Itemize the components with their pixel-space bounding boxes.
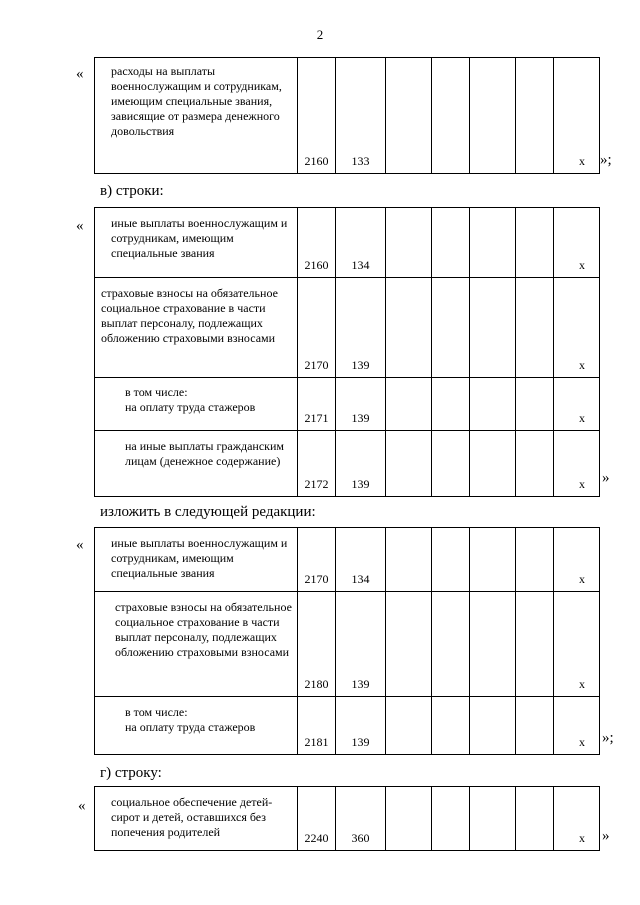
close-quote: » bbox=[602, 828, 610, 844]
row-description: в том числе: на оплату труда стажеров bbox=[95, 697, 298, 755]
row-kosgu: 139 bbox=[336, 697, 386, 755]
row-kosgu: 360 bbox=[336, 787, 386, 851]
open-quote: « bbox=[76, 66, 84, 82]
row-code: 2170 bbox=[298, 278, 336, 378]
row-kosgu: 139 bbox=[336, 278, 386, 378]
table-row bbox=[95, 592, 600, 697]
row-code: 2172 bbox=[298, 431, 336, 497]
row-description: на иные выплаты гражданским лицам (денежное содержание) bbox=[95, 431, 298, 497]
table-row bbox=[95, 378, 600, 431]
section-heading: в) строки: bbox=[100, 183, 164, 199]
row-mark: x bbox=[554, 787, 600, 851]
row-mark: x bbox=[554, 278, 600, 378]
row-mark: x bbox=[554, 58, 600, 174]
table-row bbox=[95, 278, 600, 378]
budget-table bbox=[94, 786, 600, 851]
row-description: страховые взносы на обязательное социальное страхование в части выплат персоналу, подлежащих обложению страховыми взносами bbox=[95, 278, 298, 378]
budget-table bbox=[94, 57, 600, 174]
row-kosgu: 134 bbox=[336, 208, 386, 278]
table-row bbox=[95, 431, 600, 497]
section-heading: изложить в следующей редакции: bbox=[100, 504, 316, 520]
row-description: в том числе: на оплату труда стажеров bbox=[95, 378, 298, 431]
table-row bbox=[95, 208, 600, 278]
row-mark: x bbox=[554, 378, 600, 431]
open-quote: « bbox=[76, 218, 84, 234]
row-description: страховые взносы на обязательное социальное страхование в части выплат персоналу, подлежащих обложению страховыми взносами bbox=[95, 592, 298, 697]
row-code: 2180 bbox=[298, 592, 336, 697]
budget-table bbox=[94, 527, 600, 755]
row-mark: x bbox=[554, 208, 600, 278]
open-quote: « bbox=[78, 798, 86, 814]
table-row bbox=[95, 58, 600, 174]
row-description: иные выплаты военнослужащим и сотрудникам, имеющим специальные звания bbox=[95, 208, 298, 278]
row-code: 2160 bbox=[298, 208, 336, 278]
section-heading: г) строку: bbox=[100, 765, 162, 781]
row-description: иные выплаты военнослужащим и сотрудникам, имеющим специальные звания bbox=[95, 528, 298, 592]
row-code: 2240 bbox=[298, 787, 336, 851]
row-mark: x bbox=[554, 528, 600, 592]
row-mark: x bbox=[554, 592, 600, 697]
close-quote: »; bbox=[602, 730, 614, 746]
table-row bbox=[95, 697, 600, 755]
budget-table bbox=[94, 207, 600, 497]
row-description: расходы на выплаты военнослужащим и сотрудникам, имеющим специальные звания, зависящие от размера денежного довольствия bbox=[95, 58, 298, 174]
row-kosgu: 139 bbox=[336, 378, 386, 431]
row-kosgu: 139 bbox=[336, 592, 386, 697]
row-code: 2170 bbox=[298, 528, 336, 592]
row-mark: x bbox=[554, 697, 600, 755]
page-number: 2 bbox=[316, 27, 324, 42]
row-code: 2160 bbox=[298, 58, 336, 174]
table-row bbox=[95, 787, 600, 851]
row-kosgu: 139 bbox=[336, 431, 386, 497]
row-kosgu: 133 bbox=[336, 58, 386, 174]
close-quote: »; bbox=[600, 152, 612, 168]
row-mark: x bbox=[554, 431, 600, 497]
row-description: социальное обеспечение детей-сирот и детей, оставшихся без попечения родителей bbox=[95, 787, 298, 851]
close-quote: » bbox=[602, 470, 610, 486]
row-kosgu: 134 bbox=[336, 528, 386, 592]
row-code: 2181 bbox=[298, 697, 336, 755]
row-code: 2171 bbox=[298, 378, 336, 431]
open-quote: « bbox=[76, 537, 84, 553]
table-row bbox=[95, 528, 600, 592]
